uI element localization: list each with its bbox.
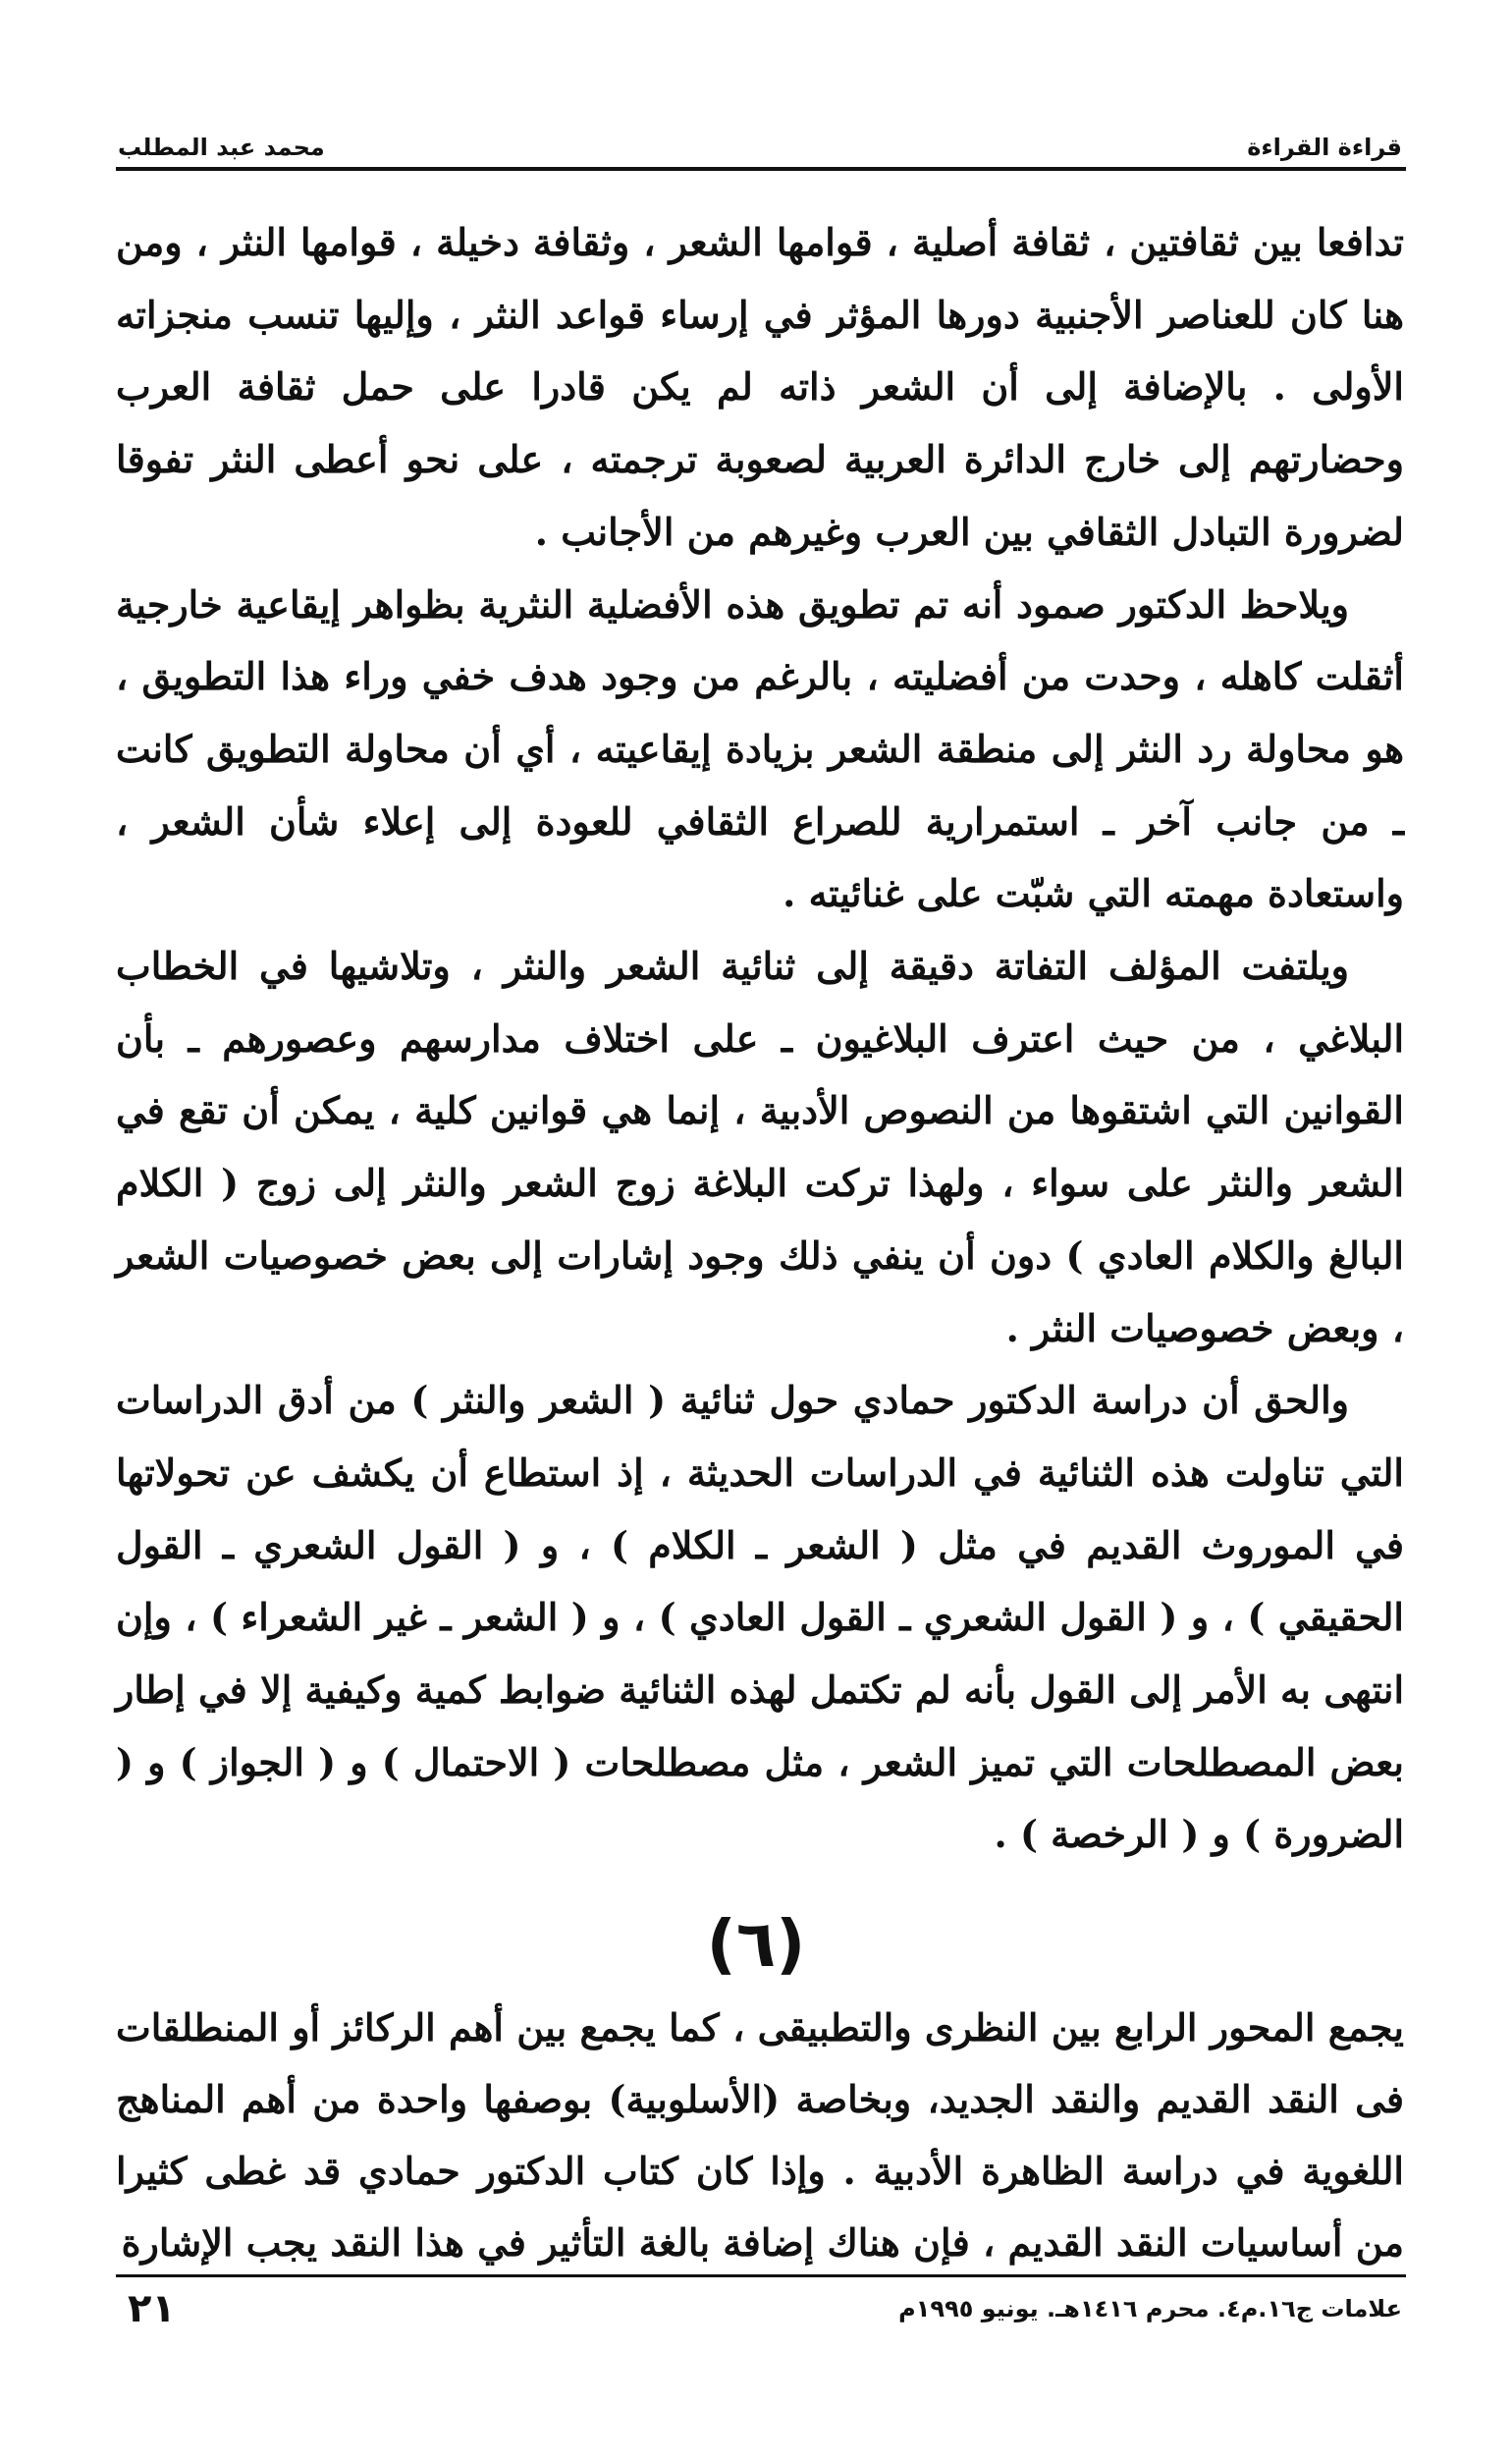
paragraph: تدافعا بين ثقافتين ، ثقافة أصلية ، قوامها الشعر ، وثقافة دخيلة ، قوامها النثر ، ومن هنا كان للعناصر الأجنبية دورها المؤثر في إرساء قواعد النثر ، وإليها تنسب منجزاته الأولى . بالإضافة إلى أن الشعر ذاته لم يكن قادرا على حمل ثقافة العرب وحضارتهم إلى خارج الدائرة العربية لصعوبة ترجمته ، على نحو أعطى النثر تفوقا لضرورة التبادل الثقافي بين العرب وغيرهم من الأجانب .	[116, 220, 1404, 554]
footer-rule	[116, 2274, 1406, 2277]
section-number: (٦)	[706, 1906, 806, 1982]
main-text	[116, 206, 1404, 1871]
journal-citation: علامات ج١٦.م٤. محرم ١٤١٦هـ. يونيو ١٩٩٥م	[898, 2295, 1402, 2322]
header-rule	[116, 167, 1406, 171]
running-footer	[128, 2284, 1402, 2333]
header-book-title: قراءة القراءة	[1247, 134, 1402, 161]
paragraph: ويلاحظ الدكتور صمود أنه تم تطويق هذه الأفضلية النثرية بظواهر إيقاعية خارجية أثقلت كاهله ، وحدت من أفضليته ، بالرغم من وجود هدف خفي وراء هذا التطويق ، هو محاولة رد النثر إلى منطقة الشعر بزيادة إيقاعيته ، أي أن محاولة التطويق كانت ـ من جانب آخر ـ استمرارية للصراع الثقافي للعودة إلى إعلاء شأن الشعر ، واستعادة مهمته التي شبّت على غنائيته .	[116, 581, 1404, 916]
paragraph: ويلتفت المؤلف التفاتة دقيقة إلى ثنائية الشعر والنثر ، وتلاشيها في الخطاب البلاغي ، من حيث اعترف البلاغيون ـ على اختلاف مدارسهم وعصورهم ـ بأن القوانين التي اشتقوها من النصوص الأدبية ، إنما هي قوانين كلية ، يمكن أن تقع في الشعر والنثر على سواء ، ولهذا تركت البلاغة زوج الشعر والنثر إلى زوج ( الكلام البالغ والكلام العادي ) دون أن ينفي ذلك وجود إشارات إلى بعض خصوصيات الشعر ، وبعض خصوصيات النثر .	[116, 944, 1404, 1350]
running-header	[118, 116, 1402, 161]
paragraph: يجمع المحور الرابع بين النظرى والتطبيقى ، كما يجمع بين أهم الركائز أو المنطلقات فى النقد القديم والنقد الجديد، وبخاصة (الأسلوبية) بوصفها واحدة من أهم المناهج اللغوية في دراسة الظاهرة الأدبية . وإذا كان كتاب الدكتور حمادي قد غطى كثيرا من أساسيات النقد القديم ، فإن هناك إضافة بالغة التأثير في هذا النقد يجب الإشارة	[116, 2005, 1404, 2265]
paragraph: والحق أن دراسة الدكتور حمادي حول ثنائية ( الشعر والنثر ) من أدق الدراسات التي تناولت هذه الثنائية في الدراسات الحديثة ، إذ استطاع أن يكشف عن تحولاتها في الموروث القديم في مثل ( الشعر ـ الكلام ) ، و ( القول الشعري ـ القول الحقيقي ) ، و ( القول الشعري ـ القول العادي ) ، و ( الشعر ـ غير الشعراء ) ، وإن انتهى به الأمر إلى القول بأنه لم تكتمل لهذه الثنائية ضوابط كمية وكيفية إلا في إطار بعض المصطلحات التي تميز الشعر ، مثل مصطلحات ( الاحتمال ) و ( الجواز ) و ( الضرورة ) و ( الرخصة ) .	[116, 1378, 1404, 1857]
page-number: ٢١	[128, 2286, 176, 2331]
section-text	[116, 1992, 1404, 2278]
header-author: محمد عبد المطلب	[118, 134, 325, 161]
